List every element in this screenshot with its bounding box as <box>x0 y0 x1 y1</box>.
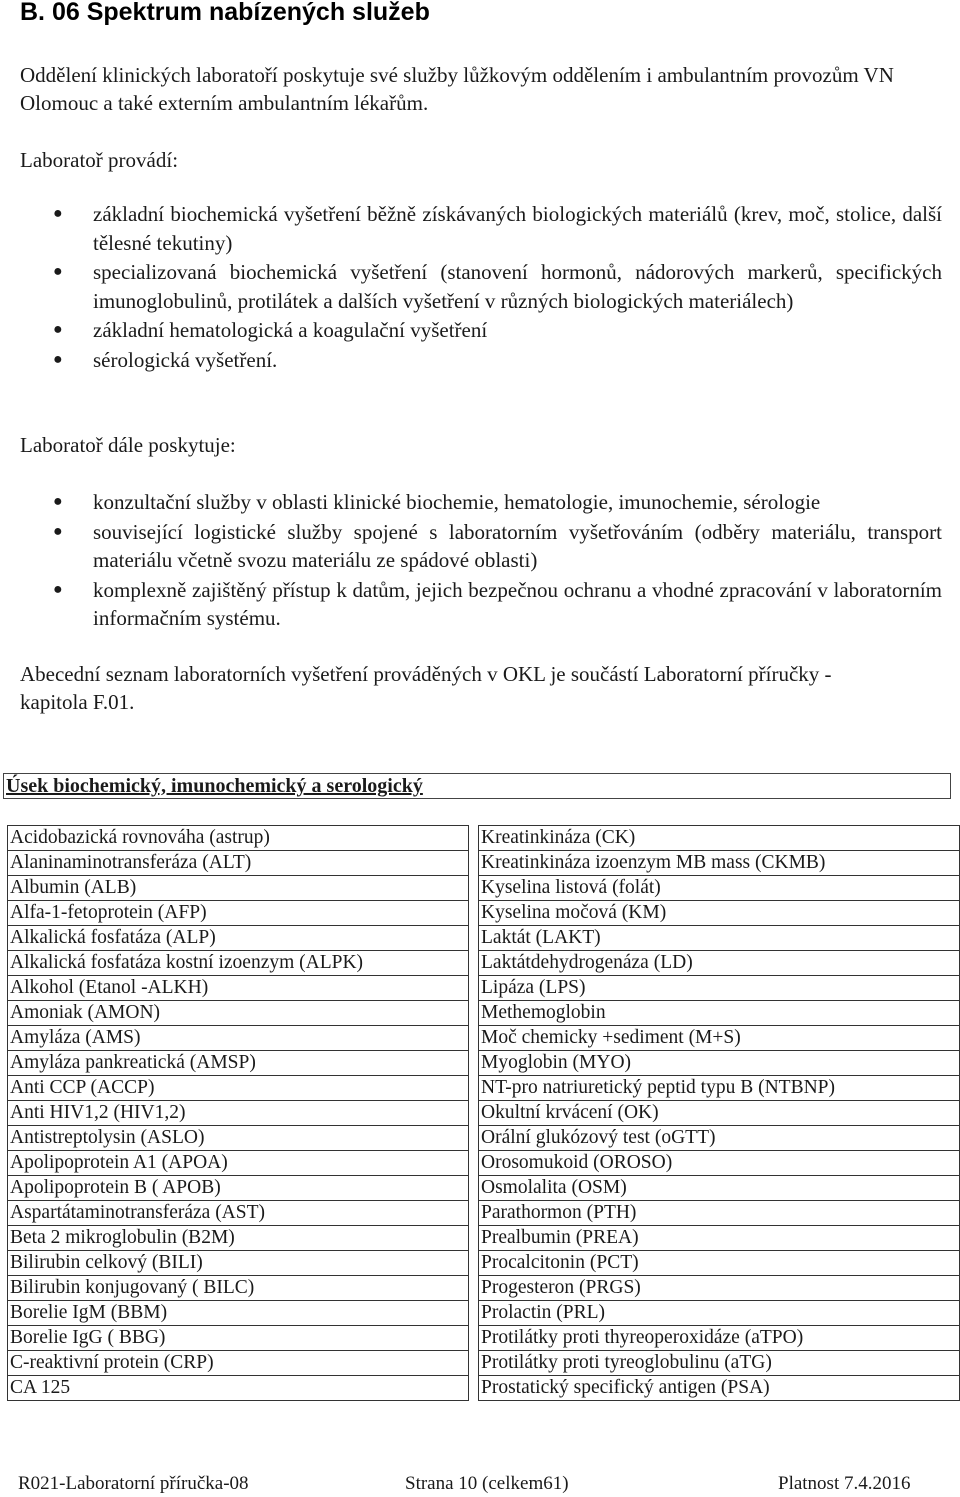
table-row <box>8 1176 960 1201</box>
table-cell-right: Moč chemicky +sediment (M+S) <box>479 1026 960 1051</box>
footer-validity: Platnost 7.4.2016 <box>778 1473 911 1494</box>
table-row <box>8 901 960 926</box>
table-row <box>8 951 960 976</box>
column-gap <box>469 876 479 901</box>
column-gap <box>469 1076 479 1101</box>
table-row <box>8 1376 960 1401</box>
table-row <box>8 1126 960 1151</box>
column-gap <box>469 1301 479 1326</box>
index-note: Abecední seznam laboratorních vyšetření prováděných v OKL je součástí Laboratorní příručky - kapitola F.01. <box>20 662 832 714</box>
bullet-icon: ● <box>53 263 63 280</box>
table-row <box>8 1101 960 1126</box>
bullet-icon: ● <box>53 350 63 368</box>
list-item: ● specializovaná biochemická vyšetření (stanovení hormonů, nádorových markerů, specifických imunoglobulinů, protilátek a dalších vyšetření v různých biologických materiálech) <box>53 260 942 313</box>
table-cell-right: Prolactin (PRL) <box>479 1301 960 1326</box>
table-cell-left: Amoniak (AMON) <box>8 1001 469 1026</box>
table-cell-left: Borelie IgM (BBM) <box>8 1301 469 1326</box>
list-item: ● základní biochemická vyšetření běžně získávaných biologických materiálů (krev, moč, stolice, další tělesné tekutiny) <box>53 202 942 255</box>
intro-paragraph: Oddělení klinických laboratoří poskytuje své služby lůžkovým oddělením i ambulantním provozům VN Olomouc a také externím ambulantním lékařům. <box>20 63 894 115</box>
table-cell-left: Borelie IgG ( BBG) <box>8 1326 469 1351</box>
table-cell-left: Alkalická fosfatáza (ALP) <box>8 926 469 951</box>
table-cell-left: Alkalická fosfatáza kostní izoenzym (ALPK) <box>8 951 469 976</box>
table-row <box>8 1301 960 1326</box>
table-cell-right: Methemoglobin <box>479 1001 960 1026</box>
table-cell-right: Parathormon (PTH) <box>479 1201 960 1226</box>
list-item: ● základní hematologická a koagulační vyšetření <box>0 316 942 345</box>
list-item: ● komplexně zajištěný přístup k datům, jejich bezpečnou ochranu a vhodné zpracování v laboratorním informačním systému. <box>53 577 942 630</box>
table-cell-left: Amyláza (AMS) <box>8 1026 469 1051</box>
lab-performs-title: Laboratoř provádí: <box>20 148 179 172</box>
table-row <box>8 1051 960 1076</box>
table-cell-right: Procalcitonin (PCT) <box>479 1251 960 1276</box>
table-row <box>8 1076 960 1101</box>
table-cell-left: Alkohol (Etanol -ALKH) <box>8 976 469 1001</box>
table-cell-right: Kyselina močová (KM) <box>479 901 960 926</box>
footer-document: R021-Laboratorní příručka-08 <box>18 1473 249 1494</box>
table-cell-right: Osmolalita (OSM) <box>479 1176 960 1201</box>
lab-performs-list <box>0 200 942 375</box>
table-row <box>8 1276 960 1301</box>
table-row <box>8 826 960 851</box>
table-cell-left: Albumin (ALB) <box>8 876 469 901</box>
column-gap <box>469 1151 479 1176</box>
table-row <box>8 1026 960 1051</box>
table-cell-left: Bilirubin konjugovaný ( BILC) <box>8 1276 469 1301</box>
list-item: ● související logistické služby spojené s laboratorním vyšetřováním (odběry materiálu, transport materiálu včetně svozu materiálu ze spádové oblasti) <box>53 519 942 572</box>
tests-table <box>7 825 960 1401</box>
table-cell-right: Prostatický specifický antigen (PSA) <box>479 1376 960 1401</box>
page-heading: B. 06 Spektrum nabízených služeb <box>20 0 430 26</box>
bullet-icon: ● <box>53 493 63 510</box>
table-cell-left: Anti CCP (ACCP) <box>8 1076 469 1101</box>
table-cell-right: Laktátdehydrogenáza (LD) <box>479 951 960 976</box>
table-row <box>8 1251 960 1276</box>
table-cell-left: Apolipoprotein B ( APOB) <box>8 1176 469 1201</box>
table-cell-right: Orosomukoid (OROSO) <box>479 1151 960 1176</box>
table-cell-right: Protilátky proti thyreoperoxidáze (aTPO) <box>479 1326 960 1351</box>
table-cell-left: Alfa-1-fetoprotein (AFP) <box>8 901 469 926</box>
column-gap <box>469 1251 479 1276</box>
table-row <box>8 1351 960 1376</box>
column-gap <box>469 1326 479 1351</box>
column-gap <box>469 1201 479 1226</box>
list-item: ● konzultační služby v oblasti klinické biochemie, hematologie, imunochemie, sérologie <box>0 488 942 517</box>
column-gap <box>469 1051 479 1076</box>
bullet-icon: ● <box>53 205 63 222</box>
table-row <box>8 876 960 901</box>
column-gap <box>469 826 479 851</box>
table-row <box>8 926 960 951</box>
table-row <box>8 851 960 876</box>
table-cell-right: Kyselina listová (folát) <box>479 876 960 901</box>
bullet-icon: ● <box>53 522 63 540</box>
table-cell-left: Acidobazická rovnováha (astrup) <box>8 826 469 851</box>
table-cell-left: CA 125 <box>8 1376 469 1401</box>
column-gap <box>469 951 479 976</box>
table-cell-left: Aspartátaminotransferáza (AST) <box>8 1201 469 1226</box>
section-title: Úsek biochemický, imunochemický a serologický <box>6 775 423 797</box>
table-cell-left: C-reaktivní protein (CRP) <box>8 1351 469 1376</box>
table-cell-left: Antistreptolysin (ASLO) <box>8 1126 469 1151</box>
table-row <box>8 1001 960 1026</box>
list-item: ● sérologická vyšetření. <box>0 346 942 375</box>
column-gap <box>469 901 479 926</box>
table-cell-right: Prealbumin (PREA) <box>479 1226 960 1251</box>
table-cell-left: Beta 2 mikroglobulin (B2M) <box>8 1226 469 1251</box>
table-cell-left: Anti HIV1,2 (HIV1,2) <box>8 1101 469 1126</box>
column-gap <box>469 926 479 951</box>
column-gap <box>469 976 479 1001</box>
table-cell-right: Orální glukózový test (oGTT) <box>479 1126 960 1151</box>
bullet-icon: ● <box>53 321 63 338</box>
table-cell-right: NT-pro natriuretický peptid typu B (NTBNP) <box>479 1076 960 1101</box>
column-gap <box>469 1126 479 1151</box>
lab-provides-list <box>0 488 942 634</box>
column-gap <box>469 1276 479 1301</box>
table-cell-right: Progesteron (PRGS) <box>479 1276 960 1301</box>
table-row <box>8 1226 960 1251</box>
table-row <box>8 976 960 1001</box>
table-cell-left: Alaninaminotransferáza (ALT) <box>8 851 469 876</box>
table-cell-right: Laktát (LAKT) <box>479 926 960 951</box>
column-gap <box>469 1226 479 1251</box>
footer-page-number: Strana 10 (celkem61) <box>405 1473 569 1494</box>
lab-provides-title: Laboratoř dále poskytuje: <box>20 433 236 457</box>
column-gap <box>469 1351 479 1376</box>
column-gap <box>469 1376 479 1401</box>
column-gap <box>469 1026 479 1051</box>
table-cell-right: Protilátky proti tyreoglobulinu (aTG) <box>479 1351 960 1376</box>
table-row <box>8 1326 960 1351</box>
table-cell-right: Myoglobin (MYO) <box>479 1051 960 1076</box>
column-gap <box>469 851 479 876</box>
table-cell-left: Bilirubin celkový (BILI) <box>8 1251 469 1276</box>
section-title-box <box>3 773 951 799</box>
table-row <box>8 1151 960 1176</box>
table-row <box>8 1201 960 1226</box>
column-gap <box>469 1101 479 1126</box>
bullet-icon: ● <box>53 580 63 598</box>
column-gap <box>469 1001 479 1026</box>
table-cell-right: Lipáza (LPS) <box>479 976 960 1001</box>
table-cell-left: Amyláza pankreatická (AMSP) <box>8 1051 469 1076</box>
column-gap <box>469 1176 479 1201</box>
table-cell-right: Kreatinkináza izoenzym MB mass (CKMB) <box>479 851 960 876</box>
table-cell-right: Okultní krvácení (OK) <box>479 1101 960 1126</box>
table-cell-right: Kreatinkináza (CK) <box>479 826 960 851</box>
table-cell-left: Apolipoprotein A1 (APOA) <box>8 1151 469 1176</box>
